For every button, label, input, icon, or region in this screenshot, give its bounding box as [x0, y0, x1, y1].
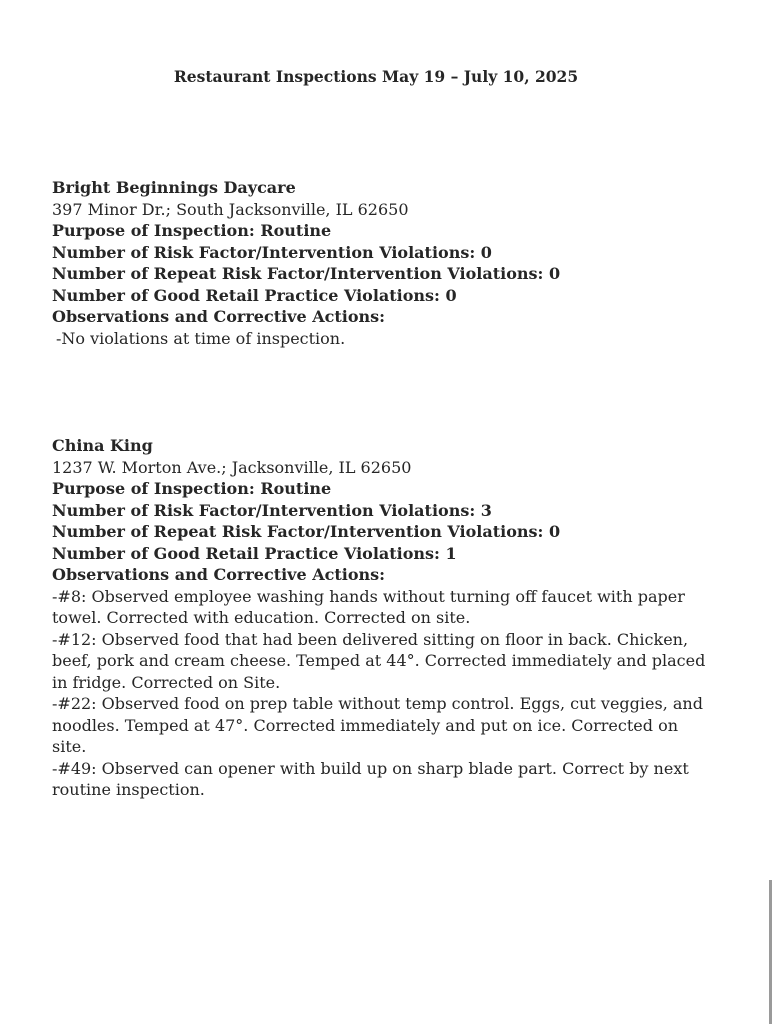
observations-list: [52, 328, 712, 350]
observations-list: [52, 586, 712, 801]
good-retail-practice-violations: Number of Good Retail Practice Violations: 0: [52, 285, 457, 305]
inspection-purpose: Purpose of Inspection: Routine: [52, 221, 332, 240]
document-title: Restaurant Inspections May 19 – July 10, 2025: [173, 67, 579, 86]
establishment-address: 1237 W. Morton Ave.; Jacksonville, IL 62650: [52, 457, 412, 477]
establishment-address: 397 Minor Dr.; South Jacksonville, IL 62650: [52, 199, 409, 219]
inspection-entry: [52, 435, 712, 801]
inspection-entry: [52, 177, 712, 349]
risk-factor-violations: Number of Risk Factor/Intervention Violations: 3: [52, 500, 492, 520]
observation-item: -#12: Observed food that had been delivered sitting on floor in back. Chicken, beef, pork and cream cheese. Temped at 44°. Corrected immediately and placed in fridge. Corrected on Site.: [52, 629, 706, 692]
inspection-purpose: Purpose of Inspection: Routine: [52, 479, 332, 498]
repeat-risk-factor-violations: Number of Repeat Risk Factor/Intervention Violations: 0: [52, 522, 561, 541]
observations-heading: Observations and Corrective Actions:: [52, 565, 386, 584]
observation-item: -#49: Observed can opener with build up on sharp blade part. Correct by next routine inspection.: [52, 758, 689, 799]
observation-item: -#22: Observed food on prep table without temp control. Eggs, cut veggies, and noodles. Temped at 47°. Corrected immediately and put on ice. Corrected on site.: [52, 694, 703, 756]
observation-item: -#8: Observed employee washing hands without turning off faucet with paper towel. Corrected with education. Corrected on site.: [52, 586, 685, 627]
good-retail-practice-violations: Number of Good Retail Practice Violations: 1: [52, 543, 457, 563]
establishment-name: Bright Beginnings Daycare: [52, 178, 296, 197]
observation-item: -No violations at time of inspection.: [56, 328, 346, 348]
establishment-name: China King: [52, 436, 153, 455]
risk-factor-violations: Number of Risk Factor/Intervention Violations: 0: [52, 242, 492, 262]
repeat-risk-factor-violations: Number of Repeat Risk Factor/Intervention Violations: 0: [52, 264, 561, 283]
observations-heading: Observations and Corrective Actions:: [52, 307, 386, 326]
